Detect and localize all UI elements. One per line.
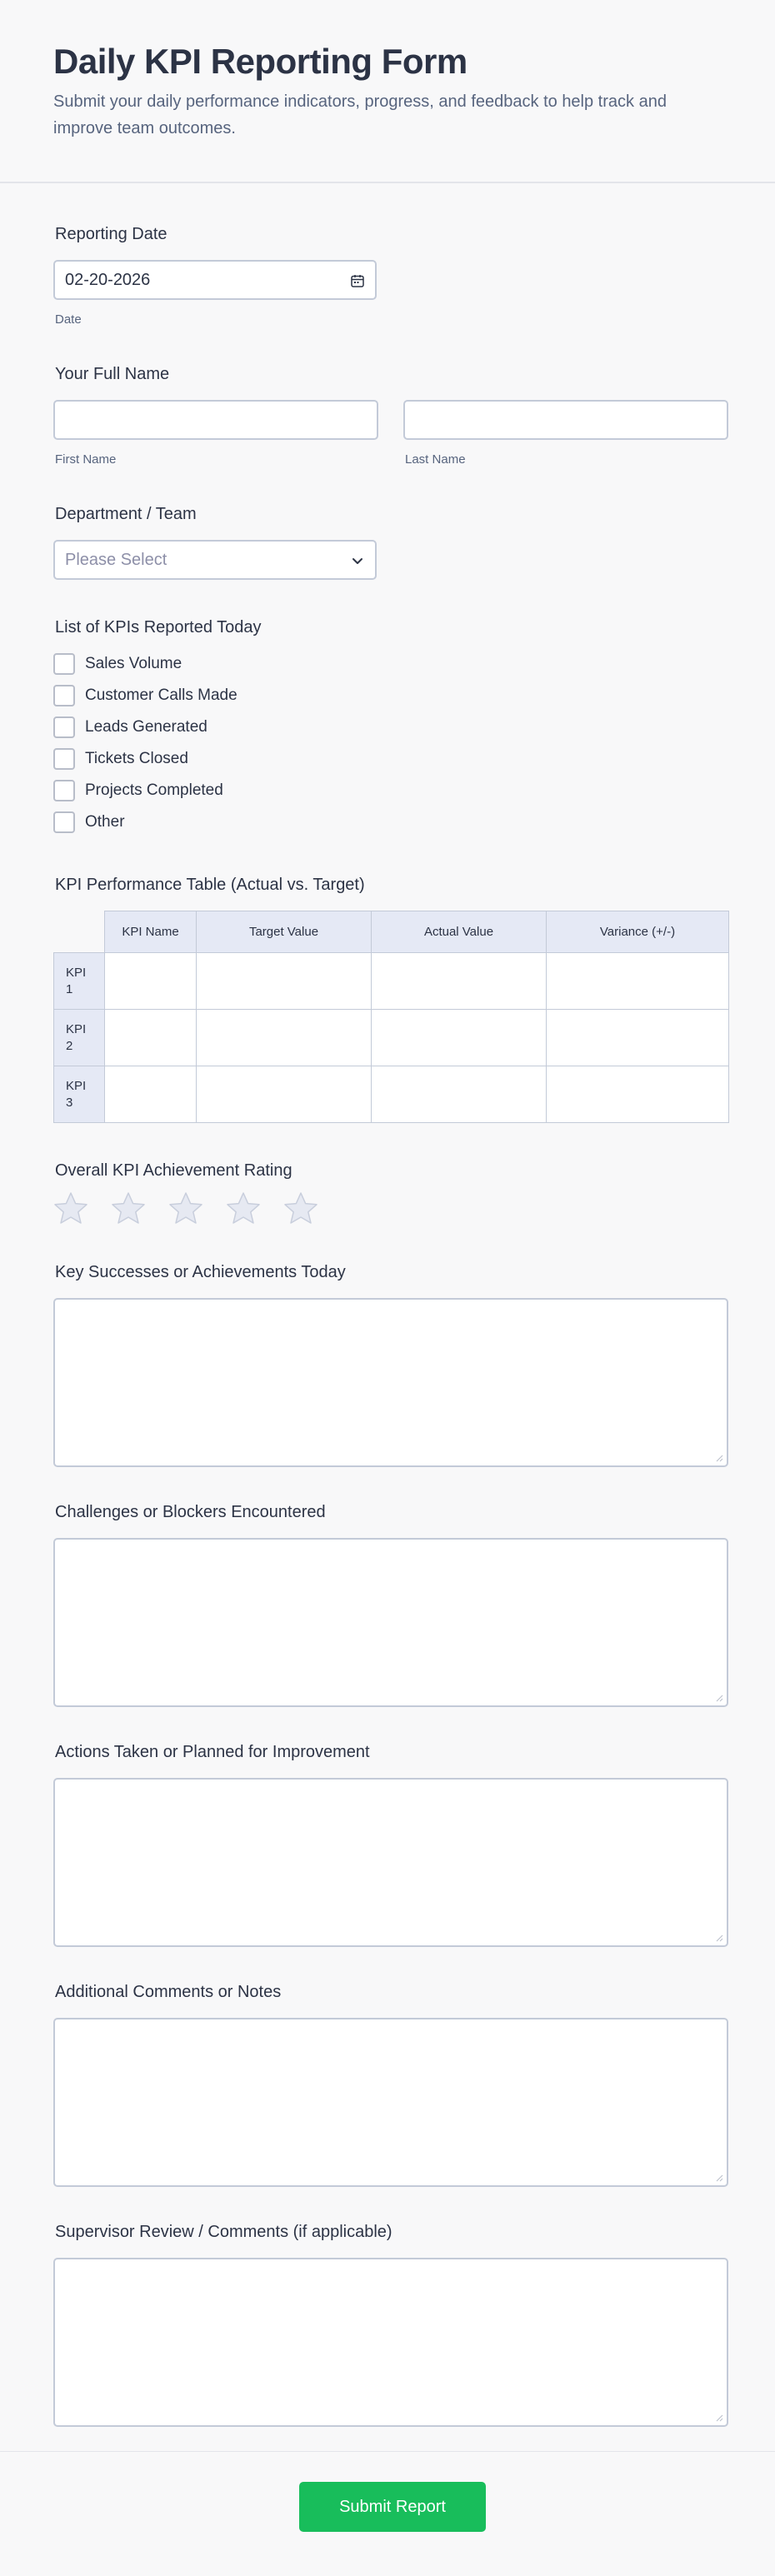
table-header-row	[54, 911, 729, 953]
column-header: Variance (+/-)	[547, 911, 729, 953]
last-name-sublabel: Last Name	[405, 452, 466, 467]
checkbox[interactable]	[53, 653, 75, 675]
kpi-table-label: KPI Performance Table (Actual vs. Target)	[55, 876, 365, 894]
submit-button[interactable]: Submit Report	[299, 2482, 486, 2532]
supervisor-textarea[interactable]	[53, 2258, 728, 2427]
star-icon[interactable]	[226, 1191, 261, 1226]
rating-label: Overall KPI Achievement Rating	[55, 1161, 292, 1180]
actions-label: Actions Taken or Planned for Improvement	[55, 1743, 370, 1761]
last-name-input[interactable]	[403, 400, 728, 440]
table-cell-input[interactable]	[197, 1066, 372, 1123]
first-name-sublabel: First Name	[55, 452, 117, 467]
resize-grip-icon[interactable]	[715, 1694, 723, 1702]
kpi-list-label: List of KPIs Reported Today	[55, 618, 262, 637]
checkbox[interactable]	[53, 780, 75, 801]
comments-label: Additional Comments or Notes	[55, 1983, 282, 2001]
table-cell-input[interactable]	[372, 953, 547, 1010]
resize-grip-icon[interactable]	[715, 1934, 723, 1942]
reporting-date-sublabel: Date	[55, 312, 82, 327]
table-cell-input[interactable]	[197, 1010, 372, 1066]
reporting-date-label: Reporting Date	[55, 225, 168, 243]
row-header-label: KPI 3	[66, 1078, 87, 1110]
checkbox[interactable]	[53, 685, 75, 706]
column-header: Actual Value	[372, 911, 547, 953]
checkbox-label: Tickets Closed	[85, 750, 188, 767]
table-cell-input[interactable]	[197, 953, 372, 1010]
resize-grip-icon[interactable]	[715, 2414, 723, 2422]
table-row	[54, 1066, 729, 1123]
department-label: Department / Team	[55, 505, 197, 523]
star-icon[interactable]	[283, 1191, 318, 1226]
department-select[interactable]	[53, 540, 377, 580]
first-name-input[interactable]	[53, 400, 378, 440]
successes-textarea[interactable]	[53, 1298, 728, 1467]
resize-grip-icon[interactable]	[715, 1454, 723, 1462]
checkbox-label: Sales Volume	[85, 655, 182, 672]
star-icon[interactable]	[168, 1191, 203, 1226]
resize-grip-icon[interactable]	[715, 2174, 723, 2182]
successes-label: Key Successes or Achievements Today	[55, 1263, 346, 1281]
column-header: KPI Name	[105, 911, 197, 953]
supervisor-label: Supervisor Review / Comments (if applicable)	[55, 2223, 392, 2241]
chevron-down-icon	[350, 553, 365, 568]
table-cell-input[interactable]	[105, 953, 197, 1010]
table-cell-input[interactable]	[547, 953, 729, 1010]
row-header-label: KPI 2	[66, 1021, 87, 1053]
checkbox-label: Other	[85, 813, 125, 831]
reporting-date-input[interactable]	[53, 260, 377, 300]
challenges-label: Challenges or Blockers Encountered	[55, 1503, 326, 1521]
table-corner	[54, 911, 105, 953]
form-header	[0, 0, 775, 183]
comments-textarea[interactable]	[53, 2018, 728, 2187]
table-cell-input[interactable]	[547, 1010, 729, 1066]
department-placeholder: Please Select	[65, 551, 168, 569]
row-header	[54, 953, 105, 1010]
checkbox-label: Leads Generated	[85, 718, 208, 736]
checkbox[interactable]	[53, 748, 75, 770]
actions-textarea[interactable]	[53, 1778, 728, 1947]
table-cell-input[interactable]	[372, 1010, 547, 1066]
row-header	[54, 1010, 105, 1066]
star-icon[interactable]	[53, 1191, 88, 1226]
footer-divider	[0, 2451, 775, 2452]
calendar-icon[interactable]	[350, 273, 365, 288]
table-cell-input[interactable]	[105, 1010, 197, 1066]
table-cell-input[interactable]	[372, 1066, 547, 1123]
full-name-label: Your Full Name	[55, 365, 170, 383]
kpi-performance-table	[53, 911, 729, 1123]
form-title: Daily KPI Reporting Form	[53, 42, 468, 81]
table-row	[54, 953, 729, 1010]
star-icon[interactable]	[111, 1191, 146, 1226]
table-row	[54, 1010, 729, 1066]
row-header-label: KPI 1	[66, 965, 87, 996]
row-header	[54, 1066, 105, 1123]
table-cell-input[interactable]	[105, 1066, 197, 1123]
checkbox-label: Customer Calls Made	[85, 686, 238, 704]
reporting-date-value: 02-20-2026	[65, 271, 151, 289]
table-cell-input[interactable]	[547, 1066, 729, 1123]
column-header: Target Value	[197, 911, 372, 953]
checkbox[interactable]	[53, 716, 75, 738]
checkbox[interactable]	[53, 811, 75, 833]
challenges-textarea[interactable]	[53, 1538, 728, 1707]
form-description: Submit your daily performance indicators, progress, and feedback to help track and improve team outcomes.	[53, 92, 667, 137]
checkbox-label: Projects Completed	[85, 781, 223, 799]
